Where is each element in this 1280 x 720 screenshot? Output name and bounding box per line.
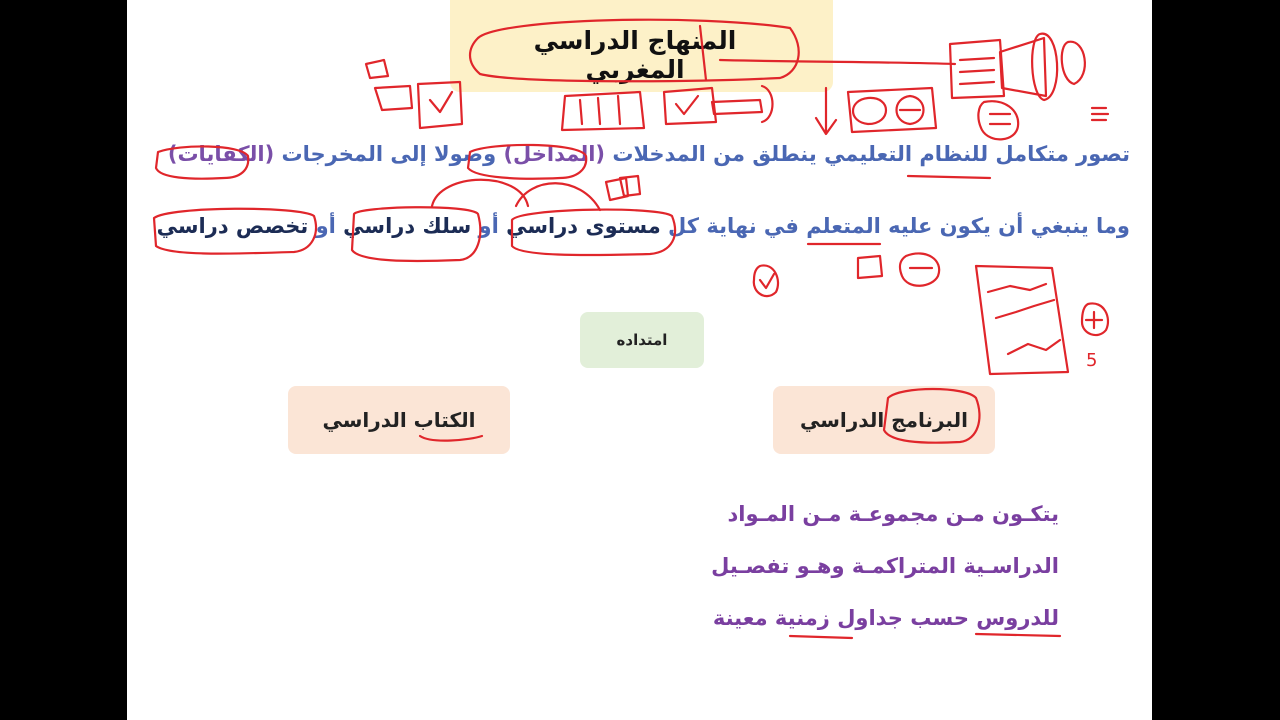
margin-number: 5: [1086, 350, 1098, 371]
program-box: البرنامج الدراسي: [773, 386, 995, 454]
inputs-term: (المداخل): [503, 142, 606, 166]
program-description-line-1: يتكـون مـن مجموعـة مـن المـواد: [727, 502, 1059, 526]
textbook-box: الكتاب الدراسي: [288, 386, 510, 454]
program-description-line-2: الدراسـية المتراكمـة وهـو تفصـيل: [711, 554, 1059, 578]
outputs-term: (الكفايات): [167, 142, 275, 166]
definition-line-2: [157, 214, 1130, 238]
program-description-line-3: للدروس حسب جداول زمنية معينة: [712, 606, 1059, 630]
definition-line-1: [168, 142, 1130, 166]
level-term: مستوى دراسي: [506, 214, 661, 238]
or-2: أو: [308, 214, 344, 238]
specialization-term: تخصص دراسي: [156, 214, 309, 238]
definition-text-mid: وصولا إلى المخرجات: [274, 142, 504, 166]
definition-text: تصور متكامل للنظام التعليمي ينطلق من المدخلات: [605, 142, 1130, 166]
definition-text-2: وما ينبغي أن يكون عليه المتعلم في نهاية كل: [660, 214, 1130, 238]
slide: [127, 0, 1152, 720]
track-term: سلك دراسي: [343, 214, 472, 238]
or-1: أو: [471, 214, 507, 238]
extension-box: امتداده: [580, 312, 704, 368]
slide-title: المنهاج الدراسي المغربي: [533, 26, 737, 84]
